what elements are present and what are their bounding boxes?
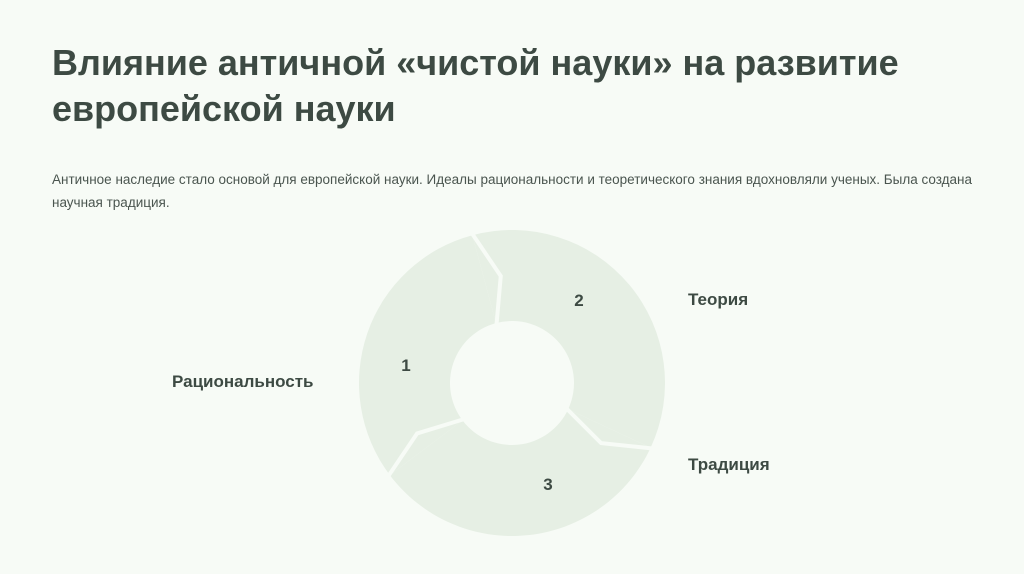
slide-description: Античное наследие стало основой для европейской науки. Идеалы рациональности и теоретического знания вдохновляли ученых. Была создана научная традиция. xyxy=(52,172,972,210)
segment-number-1: 1 xyxy=(401,356,411,375)
label-theory: Теория xyxy=(688,290,749,309)
segment-number-3: 3 xyxy=(543,475,553,494)
label-tradition: Традиция xyxy=(688,455,770,474)
segment-number-2: 2 xyxy=(574,291,584,310)
label-rationality: Рациональность xyxy=(172,372,314,391)
slide-title: Влияние античной «чистой науки» на развитие европейской науки xyxy=(52,42,899,129)
